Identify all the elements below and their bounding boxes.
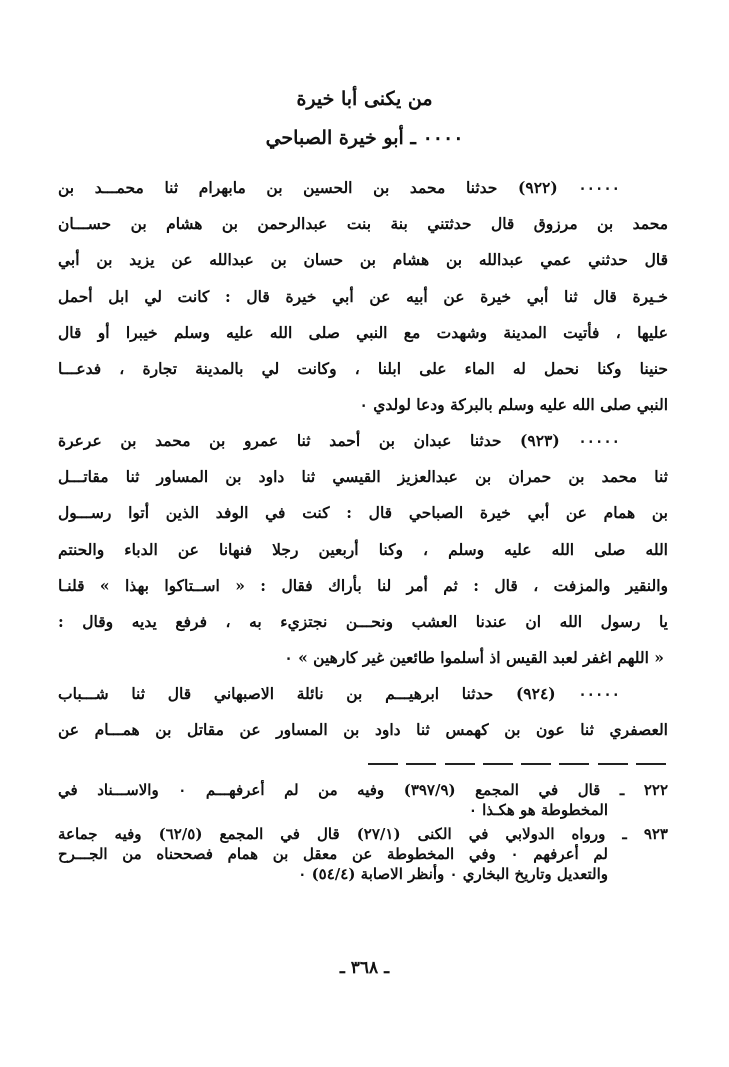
text-line: عليها ، فأتيت المدينة وشهدت مع النبي صلى الله عليه وسلم خيبرا أو قال [58,322,668,342]
hadith-922 [58,170,668,423]
footnote-923 [58,824,668,884]
text-line: ثنا محمد بن حمران بن عبدالعزيز القيسي ثنا داود بن المساور ثنا مقاتـــل [58,467,668,487]
text-line: قال حدثني عمي عبدالله بن هشام بن حسان بن عبدالله عن يزيد بن أبي [58,250,668,270]
text-line: النبي صلى الله عليه وسلم بالبركة ودعا لولدي ٠ [359,395,668,415]
footnote-line: لم أعرفهم ٠ وفي المخطوطة عن معقل بن همام فصححناه من الجـــرح [58,845,608,863]
footnote-line: المخطوطة هو هكـذا ٠ [468,801,608,819]
text-line: « اللهم اغفر لعبد القيس اذ أسلموا طائعين غير كارهين » ٠ [284,648,664,668]
text-line: ٠٠٠٠٠ (٩٢٢) حدثنا محمد بن الحسين بن مابهرام ثنا محمـــد بن [58,178,620,197]
text-line: خـيرة قال ثنا أبي خيرة عن أبيه عن أبي خيرة قال : كانت لي ابل أحمل [58,286,668,306]
hadith-923 [58,423,668,676]
text-line: محمد بن مرزوق قال حدثتني بنة بنت عبدالرحمن بن هشام بن حســـان [58,214,668,234]
chapter-title: من يكنى أبا خيرة [296,88,433,110]
hadith-924 [58,676,668,748]
text-line: بن همام عن أبي خيرة الصباحي قال : كنت في الوفد الذين أتوا رســـول [58,503,668,523]
text-line: والنقير والمزفت ، قال : ثم أمر لنا بأراك فقال : « اســتاكوا بهذا » قلنـا [58,575,668,595]
footnote-line: ٢٢٢ ـ قال في المجمع (٣٩٧/٩) وفيه من لم أعرفهـــم ٠ والاســـناد في [58,781,668,799]
footnotes [58,780,668,884]
footnote-line: ٩٢٣ ـ ورواه الدولابي في الكنى (٢٧/١) قال في المجمع (٦٢/٥) وفيه جماعة [58,825,668,843]
footnote-line: والتعديل وتاريخ البخاري ٠ وأنظر الاصابة (٥٤/٤) ٠ [298,865,608,883]
text-line: يا رسول الله ان عندنا العشب ونحـــن نجتزيء به ، فرفع يديه وقال : [58,611,668,631]
text-line: الله صلى الله عليه وسلم ، وكنا أربعين رجلا فنهانا عن الدباء والحنتم [58,539,668,559]
text-line: العصفري ثنا عون بن كهمس ثنا داود بن المساور عن مقاتل بن همـــام عن [58,720,668,740]
footnote-separator [368,760,666,768]
entry-title: ٠٠٠٠ ـ أبو خيرة الصباحي [265,127,464,149]
footnote-922 [58,780,668,820]
text-line: ٠٠٠٠٠ (٩٢٤) حدثنا ابرهيـــم بن نائلة الاصبهاني قال ثنا شـــباب [58,684,620,703]
page-number: ـ ٣٦٨ ـ [339,958,390,978]
text-line: حنينا وكنا نحمل له الماء على ابلنا ، وكانت لي بالمدينة تجارة ، فدعـــا [58,358,668,378]
text-line: ٠٠٠٠٠ (٩٢٣) حدثنا عبدان بن أحمد ثنا عمرو بن محمد بن عرعرة [58,431,620,450]
